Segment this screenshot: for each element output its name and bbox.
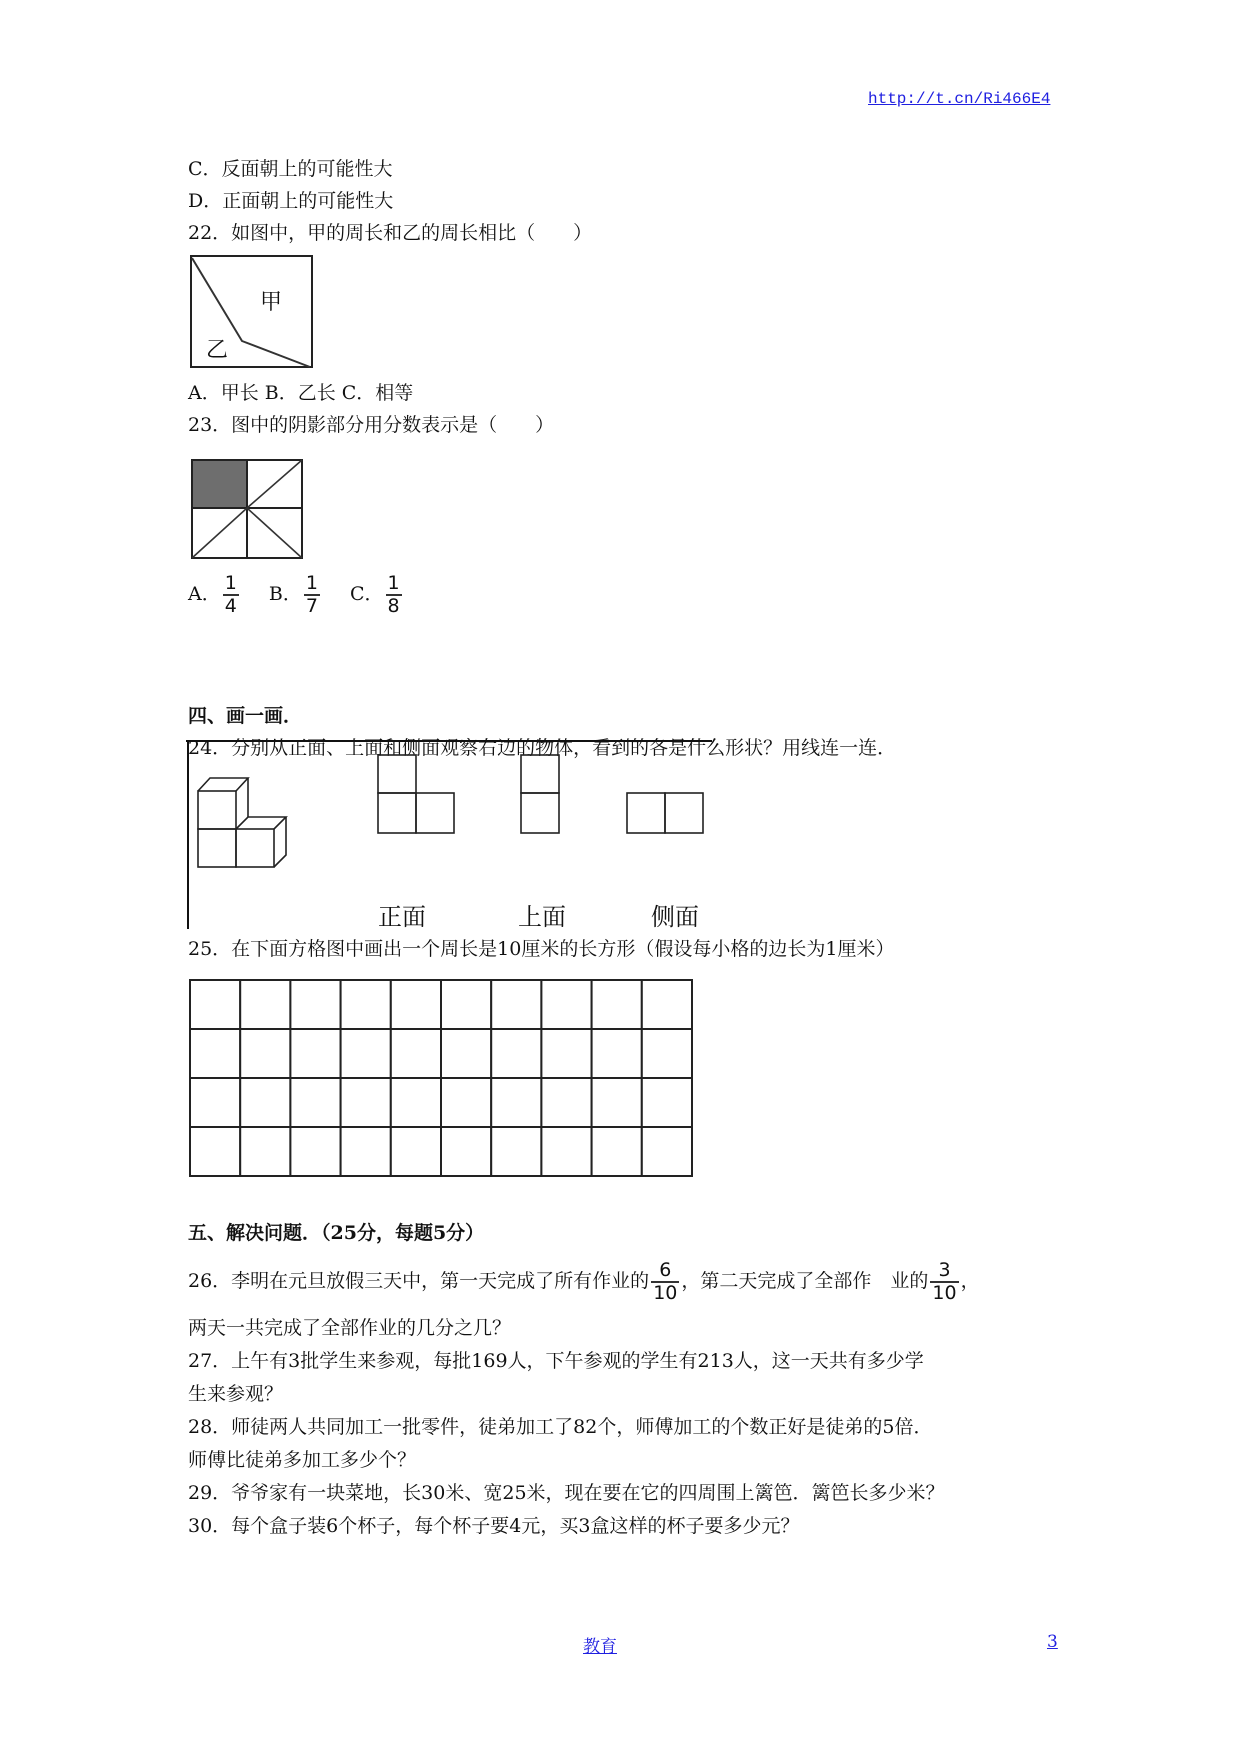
grid-cell[interactable] [441,1078,491,1127]
grid-cell[interactable] [391,1078,441,1127]
grid-cell[interactable] [240,980,290,1029]
q23-figure [190,458,304,560]
q26-line-1 [188,1258,980,1304]
grid-cell[interactable] [592,1127,642,1176]
q24-figure [186,739,712,929]
q24-front-view-shape [378,755,454,833]
q24-question: 24．分别从正面、上面和侧面观察右边的物体，看到的各是什么形状？用线连一连． [188,737,897,759]
q23-question: 23．图中的阴影部分用分数表示是（ ） [188,414,555,436]
grid-cell[interactable] [290,980,340,1029]
grid-cell[interactable] [642,1078,692,1127]
fraction-numerator: 3 [938,1259,951,1281]
grid-cell[interactable] [190,980,240,1029]
grid-cell[interactable] [341,1127,391,1176]
q30-line-1: 30．每个盒子装6个杯子，每个杯子要4元，买3盒这样的杯子要多少元？ [188,1515,800,1537]
q23-figure-drawing [190,458,304,560]
grid-cell[interactable] [441,1127,491,1176]
grid-cell[interactable] [491,1078,541,1127]
grid-cell[interactable] [441,1029,491,1078]
q23-diagonal-bottom-right [247,508,302,558]
q24-side-view-shape [627,793,703,833]
q22-question: 22．如图中，甲的周长和乙的周长相比（ ） [188,222,593,244]
grid-cell[interactable] [240,1078,290,1127]
q24-top-view-shape [521,755,559,833]
q25-question: 25．在下面方格图中画出一个周长是10厘米的长方形（假设每小格的边长为1厘米） [188,938,895,960]
grid-cell[interactable] [391,1127,441,1176]
grid-cell[interactable] [240,1127,290,1176]
grid-cell[interactable] [190,1029,240,1078]
grid-cell[interactable] [541,1029,591,1078]
q23-diagonal-top-right [247,460,302,508]
q26-text-part-3: ， [960,1270,980,1292]
q22-label-jia: 甲 [260,290,283,315]
grid-cell[interactable] [190,1078,240,1127]
grid-cell[interactable] [240,1029,290,1078]
fraction-denominator: 7 [305,595,318,617]
fraction-numerator: 1 [224,572,237,594]
grid-cell[interactable] [592,980,642,1029]
q23-options [188,572,404,617]
fraction-numerator: 6 [659,1259,672,1281]
q24-figure-drawing [186,739,712,929]
q26-fraction-1 [651,1260,679,1304]
q26-line-2: 两天一共完成了全部作业的几分之几？ [188,1317,512,1339]
footer-education-link[interactable]: 教育 [583,1637,617,1657]
grid-cell[interactable] [341,980,391,1029]
grid-cell[interactable] [541,1127,591,1176]
grid-cell[interactable] [290,1127,340,1176]
q23-option-c [349,572,404,617]
q21-option-c: C．反面朝上的可能性大 [188,158,393,180]
q23-option-a-label: A． [188,583,221,605]
grid-cell[interactable] [642,980,692,1029]
fraction-denominator: 10 [932,1282,957,1304]
q24-view-label-front: 正面 [378,903,426,931]
q27-line-2: 生来参观？ [188,1383,284,1405]
fraction-denominator: 4 [224,595,237,617]
grid-cell[interactable] [541,1078,591,1127]
q24-view-label-top: 上面 [518,903,566,931]
grid-cell[interactable] [491,1127,541,1176]
q22-options: A．甲长 B．乙长 C．相等 [188,382,414,404]
q28-line-1: 28．师徒两人共同加工一批零件，徒弟加工了82个，师傅加工的个数正好是徒弟的5倍． [188,1416,933,1438]
grid-cell[interactable] [341,1029,391,1078]
q23-option-c-fraction [386,573,402,617]
q26-text-part-2: ，第二天完成了全部作 业的 [681,1270,929,1292]
q25-grid-drawing[interactable] [189,979,693,1177]
footer-page-number[interactable]: 3 [1047,1632,1058,1652]
q29-line-1: 29．爷爷家有一块菜地，长30米、宽25米，现在要在它的四周围上篱笆．篱笆长多少米？ [188,1482,945,1504]
header-url-link[interactable]: http://t.cn/Ri466E4 [868,90,1051,108]
q22-figure [190,255,314,369]
q27-line-1: 27．上午有3批学生来参观，每批169人，下午参观的学生有213人，这一天共有多少学 [188,1350,924,1372]
fraction-numerator: 1 [387,572,400,594]
grid-cell[interactable] [642,1029,692,1078]
q23-option-a [188,572,247,617]
fraction-numerator: 1 [305,572,318,594]
grid-cell[interactable] [391,980,441,1029]
grid-cell[interactable] [592,1029,642,1078]
grid-cell[interactable] [290,1078,340,1127]
grid-cell[interactable] [541,980,591,1029]
grid-cell[interactable] [441,980,491,1029]
q23-option-c-label: C． [349,583,384,605]
grid-cell[interactable] [290,1029,340,1078]
section-4-title: 四、画一画． [188,705,303,727]
q24-cube-object [198,778,286,867]
q28-line-2: 师傅比徒弟多加工多少个？ [188,1449,417,1471]
grid-cell[interactable] [642,1127,692,1176]
grid-cell[interactable] [592,1078,642,1127]
q23-option-b-fraction [304,573,320,617]
q24-view-label-side: 侧面 [651,903,699,931]
grid-cell[interactable] [491,1029,541,1078]
q26-fraction-2 [930,1260,958,1304]
q23-option-b-label: B． [268,583,302,605]
grid-cell[interactable] [341,1078,391,1127]
grid-cell[interactable] [391,1029,441,1078]
grid-cell[interactable] [190,1127,240,1176]
fraction-denominator: 10 [653,1282,678,1304]
grid-cell[interactable] [491,980,541,1029]
fraction-denominator: 8 [387,595,400,617]
q25-grid[interactable] [189,979,693,1177]
q23-shaded-part [192,460,247,508]
q21-option-d: D．正面朝上的可能性大 [188,190,394,212]
q23-option-b [268,572,328,617]
q26-text-part-1: 26．李明在元旦放假三天中，第一天完成了所有作业的 [188,1270,650,1292]
section-5-title: 五、解决问题．（25分，每题5分） [188,1222,485,1244]
q22-label-yi: 乙 [206,338,229,363]
q23-diagonal-bottom-left [192,508,247,558]
q23-option-a-fraction [223,573,239,617]
